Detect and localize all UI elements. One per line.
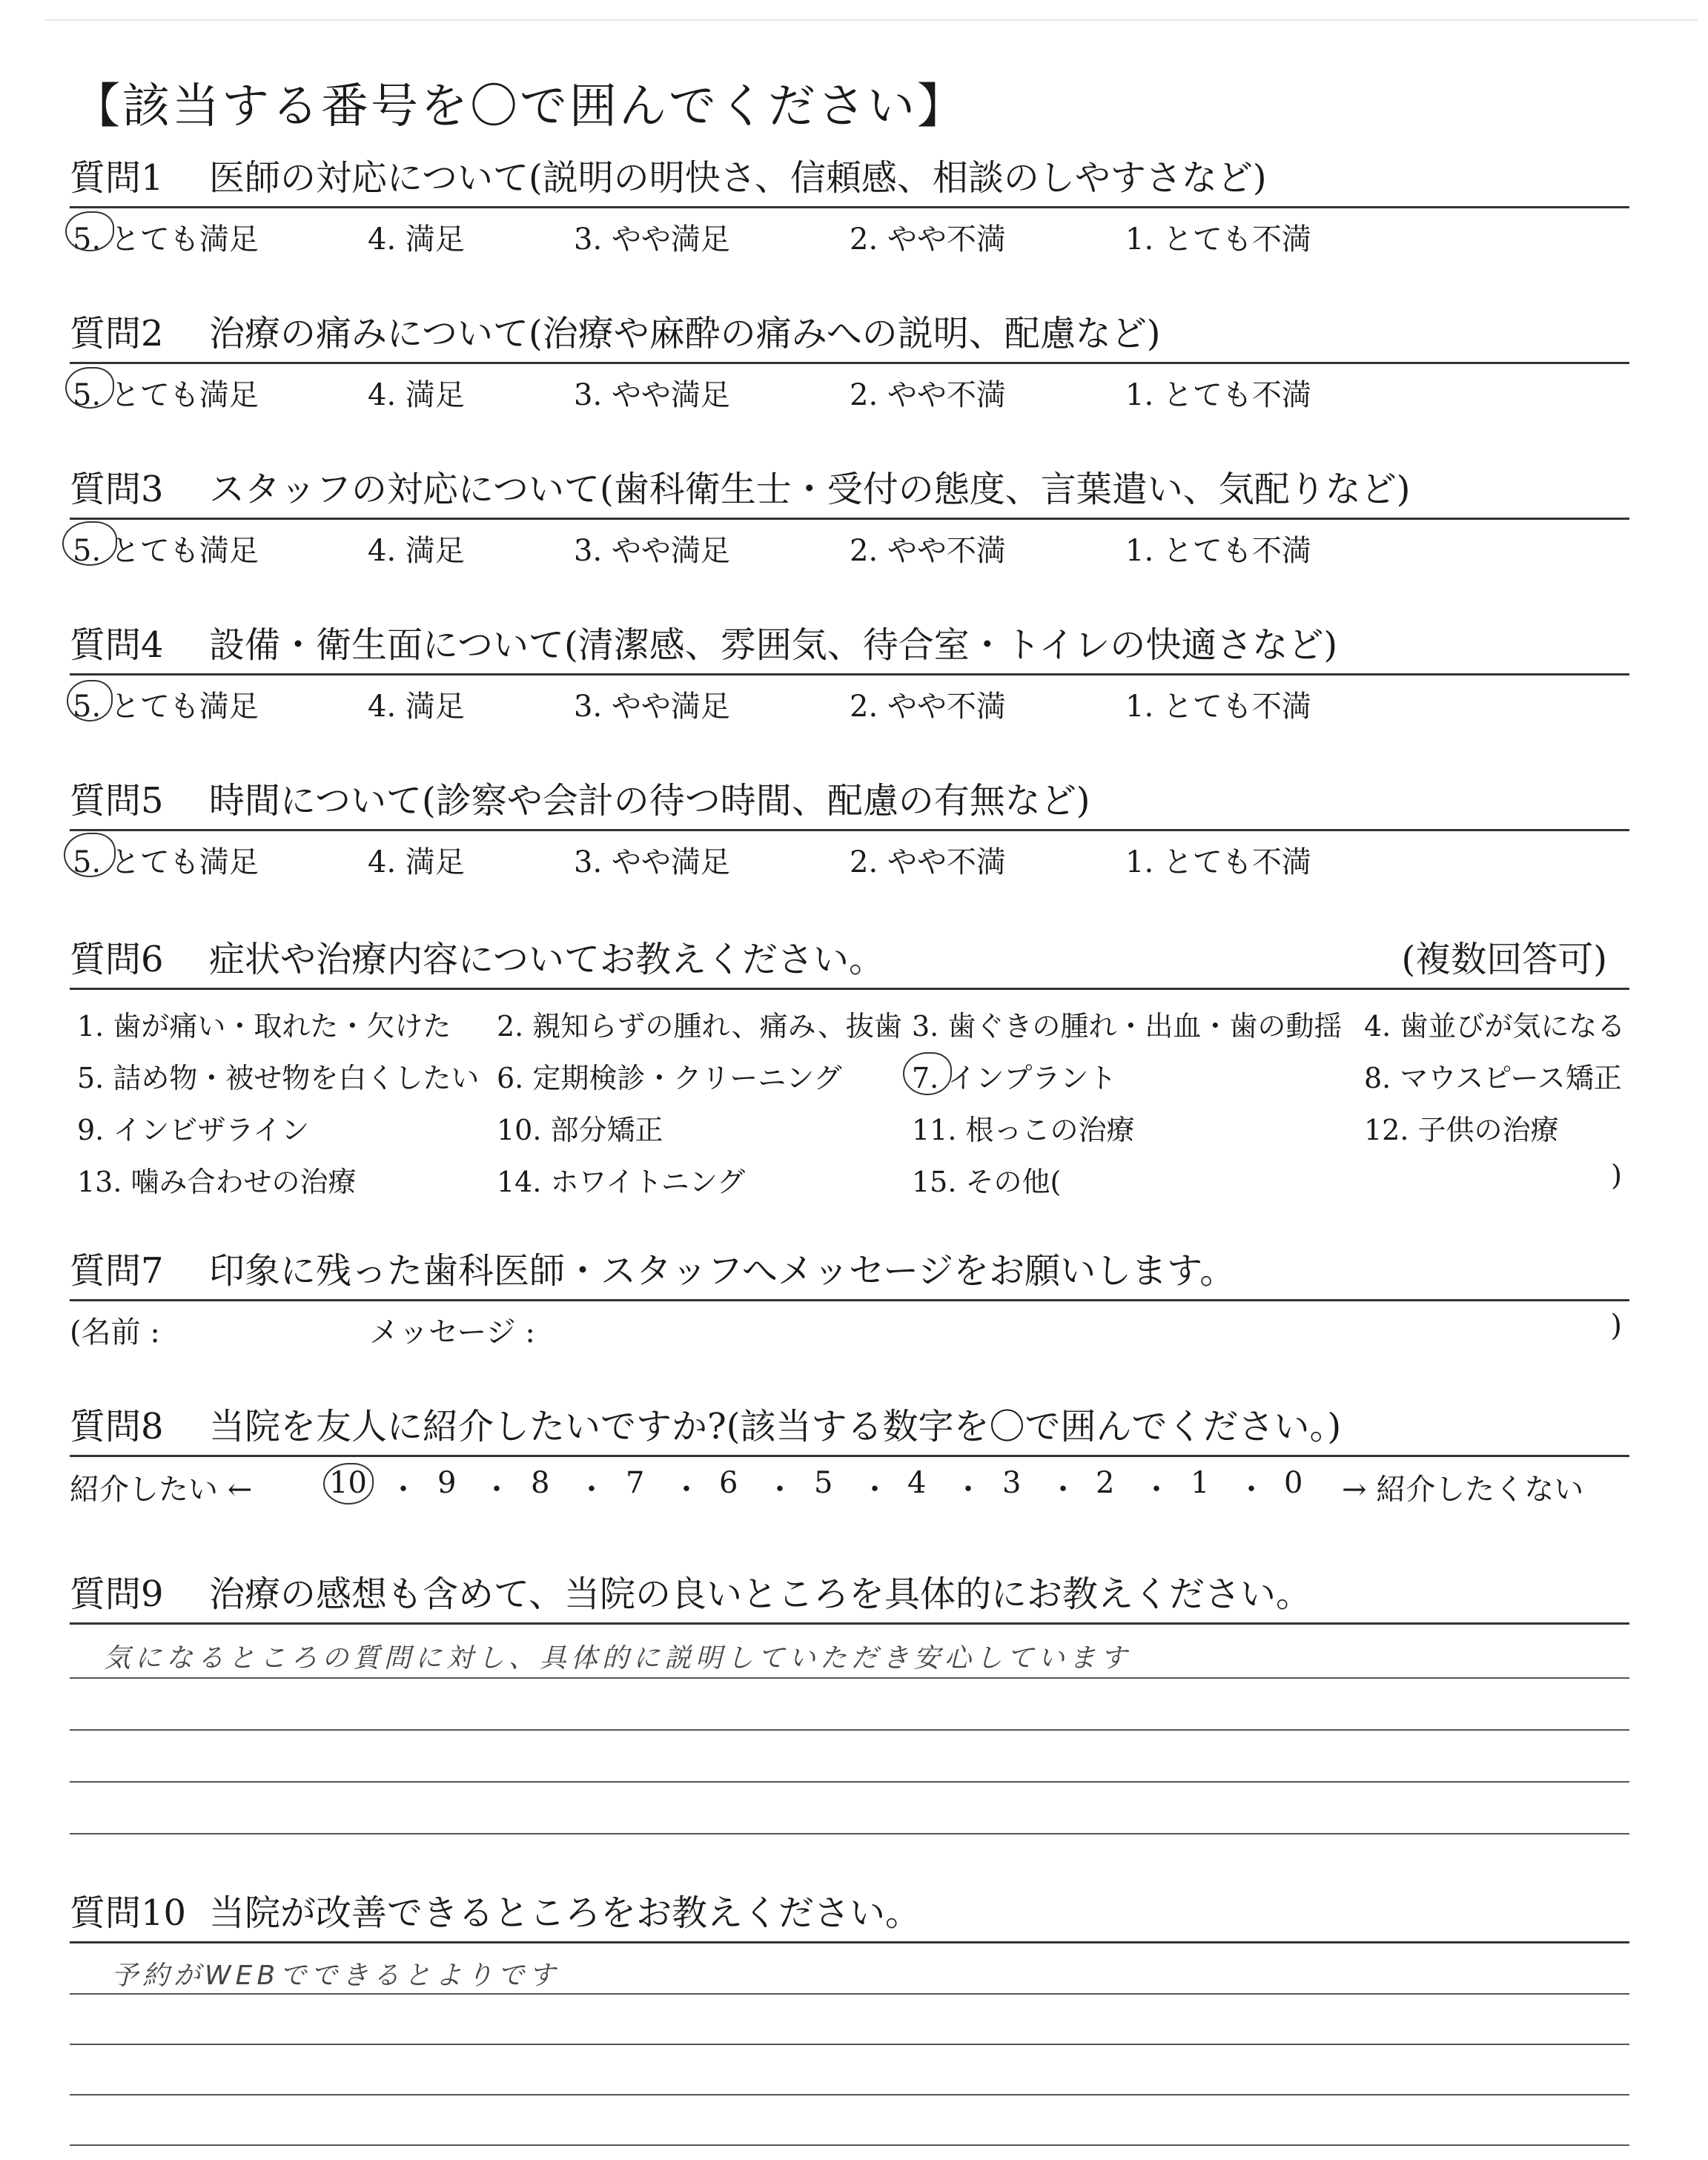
rating-option-1[interactable]: 1. とても不満 — [1125, 378, 1311, 412]
rating-option-3[interactable]: 3. やや満足 — [574, 222, 730, 257]
rating-option-1[interactable]: 1. とても不満 — [1125, 690, 1311, 724]
scale-separator: ・ — [1142, 1473, 1171, 1507]
selection-circle — [323, 1463, 374, 1505]
question-number: 質問7 — [70, 1250, 164, 1292]
rating-options — [70, 364, 1629, 412]
treatment-option-13[interactable]: 13. 噛み合わせの治療 — [77, 1166, 357, 1198]
answer-line — [70, 1833, 1629, 1834]
treatment-option-3[interactable]: 3. 歯ぐきの腫れ・出血・歯の動揺 — [912, 1010, 1343, 1043]
question-text: 時間について(診察や会計の待つ時間、配慮の有無など) — [209, 780, 1090, 822]
multiple-answers-hint: (複数回答可) — [1401, 939, 1607, 980]
question-text: 当院を友人に紹介したいですか?(該当する数字を〇で囲んでください。) — [209, 1406, 1342, 1447]
rating-option-2[interactable]: 2. やや不満 — [850, 378, 1006, 412]
treatment-option-6[interactable]: 6. 定期検診・クリーニング — [497, 1062, 842, 1094]
question-number: 質問8 — [70, 1406, 164, 1447]
rating-option-2[interactable]: 2. やや不満 — [850, 845, 1006, 879]
scale-value-5[interactable]: 5 — [814, 1466, 833, 1500]
message-row — [70, 1301, 1629, 1349]
selection-circle — [65, 367, 114, 409]
scale-value-1[interactable]: 1 — [1191, 1466, 1210, 1500]
question-text: 印象に残った歯科医師・スタッフへメッセージをお願いします。 — [209, 1250, 1236, 1292]
question-6 — [70, 936, 1629, 1205]
rating-option-1[interactable]: 1. とても不満 — [1125, 845, 1311, 879]
message-close-paren: ) — [1610, 1309, 1622, 1343]
question-number: 質問10 — [70, 1892, 187, 1934]
scale-value-4[interactable]: 4 — [907, 1466, 927, 1500]
question-text: 症状や治療内容についてお教えください。 — [209, 939, 885, 980]
treatment-option-11[interactable]: 11. 根っこの治療 — [912, 1114, 1135, 1146]
scale-separator: ・ — [482, 1473, 512, 1507]
scale-value-0[interactable]: 0 — [1284, 1466, 1303, 1500]
scale-value-8[interactable]: 8 — [531, 1466, 550, 1500]
scale-value-3[interactable]: 3 — [1002, 1466, 1022, 1500]
answer-line — [70, 1993, 1629, 1995]
scale-separator: ・ — [765, 1473, 795, 1507]
answer-line — [70, 2094, 1629, 2095]
treatment-option-12[interactable]: 12. 子供の治療 — [1364, 1114, 1559, 1146]
answer-line — [70, 2144, 1629, 2146]
handwritten-answer-q9: 気になるところの質問に対し、具体的に説明していただき安心しています — [104, 1643, 1132, 1674]
message-label: メッセージ : — [369, 1315, 535, 1350]
scan-top-edge — [44, 19, 1698, 21]
question-text: 設備・衛生面について(清潔感、雰囲気、待合室・トイレの快適さなど) — [209, 624, 1338, 666]
rating-option-2[interactable]: 2. やや不満 — [850, 690, 1006, 724]
rating-option-4[interactable]: 4. 満足 — [368, 222, 465, 257]
question-9 — [70, 1571, 1629, 1625]
rating-options — [70, 831, 1629, 879]
question-4 — [70, 621, 1629, 723]
question-5 — [70, 777, 1629, 879]
name-label: (名前 : — [70, 1315, 160, 1350]
scale-value-9[interactable]: 9 — [437, 1466, 457, 1500]
question-number: 質問9 — [70, 1573, 164, 1615]
rating-option-2[interactable]: 2. やや不満 — [850, 534, 1006, 568]
question-text: 治療の痛みについて(治療や麻酔の痛みへの説明、配慮など) — [209, 313, 1161, 354]
rating-option-5[interactable]: 5. とても満足 — [73, 845, 259, 879]
rating-options — [70, 208, 1629, 256]
question-number: 質問6 — [70, 939, 164, 980]
rating-option-5[interactable]: 5. とても満足 — [73, 378, 259, 412]
rating-option-3[interactable]: 3. やや満足 — [574, 690, 730, 724]
scale-right-label: → 紹介したくない — [1342, 1473, 1584, 1507]
selection-circle — [64, 833, 116, 877]
rating-option-4[interactable]: 4. 満足 — [368, 534, 465, 568]
rating-option-5[interactable]: 5. とても満足 — [73, 690, 259, 724]
question-8 — [70, 1403, 1629, 1506]
question-number: 質問1 — [70, 157, 164, 199]
selection-circle — [65, 211, 114, 251]
question-text: 当院が改善できるところをお教えください。 — [209, 1892, 921, 1934]
scale-separator: ・ — [672, 1473, 701, 1507]
treatment-option-1[interactable]: 1. 歯が痛い・取れた・欠けた — [77, 1010, 451, 1043]
scale-value-7[interactable]: 7 — [626, 1466, 645, 1500]
treatment-option-5[interactable]: 5. 詰め物・被せ物を白くしたい — [77, 1062, 480, 1094]
question-2 — [70, 310, 1629, 412]
scale-value-6[interactable]: 6 — [719, 1466, 738, 1500]
rating-options — [70, 520, 1629, 567]
question-text: 治療の感想も含めて、当院の良いところを具体的にお教えください。 — [209, 1573, 1312, 1615]
question-7 — [70, 1247, 1629, 1349]
question-number: 質問5 — [70, 780, 164, 822]
rating-option-4[interactable]: 4. 満足 — [368, 690, 465, 724]
answer-line — [70, 2044, 1629, 2045]
scale-separator: ・ — [577, 1473, 606, 1507]
rating-option-3[interactable]: 3. やや満足 — [574, 845, 730, 879]
question-1 — [70, 154, 1629, 256]
scale-separator: ・ — [860, 1473, 890, 1507]
selection-circle — [903, 1052, 952, 1095]
question-number: 質問3 — [70, 469, 164, 510]
question-text: スタッフの対応について(歯科衛生士・受付の態度、言葉遣い、気配りなど) — [209, 469, 1411, 510]
handwritten-answer-q10: 予約がWEBでできるとよりです — [111, 1961, 560, 1991]
scale-separator: ・ — [953, 1473, 983, 1507]
question-number: 質問2 — [70, 313, 164, 354]
treatment-option-9[interactable]: 9. インビザライン — [77, 1114, 310, 1146]
question-number: 質問4 — [70, 624, 164, 666]
treatment-option-8[interactable]: 8. マウスピース矯正 — [1364, 1062, 1622, 1094]
treatment-option-7[interactable]: 7. インプラント — [912, 1062, 1117, 1094]
treatment-option-10[interactable]: 10. 部分矯正 — [497, 1114, 663, 1146]
form-title: 【該当する番号を〇で囲んでください】 — [73, 79, 967, 134]
rating-option-2[interactable]: 2. やや不満 — [850, 222, 1006, 257]
scale-separator: ・ — [1048, 1473, 1078, 1507]
rating-option-3[interactable]: 3. やや満足 — [574, 378, 730, 412]
scale-separator: ・ — [388, 1473, 418, 1507]
recommend-scale — [70, 1457, 1629, 1506]
answer-line — [70, 1781, 1629, 1783]
treatment-option-2[interactable]: 2. 親知らずの腫れ、痛み、抜歯 — [497, 1010, 902, 1043]
selection-circle — [67, 680, 113, 721]
rating-option-4[interactable]: 4. 満足 — [368, 378, 465, 412]
rating-option-5[interactable]: 5. とても満足 — [73, 222, 259, 257]
rating-option-5[interactable]: 5. とても満足 — [73, 534, 259, 568]
selection-circle — [62, 521, 117, 566]
rating-option-4[interactable]: 4. 満足 — [368, 845, 465, 879]
question-text: 医師の対応について(説明の明快さ、信頼感、相談のしやすさなど) — [209, 157, 1267, 199]
other-close-paren: ) — [1611, 1159, 1622, 1192]
answer-line — [70, 1677, 1629, 1679]
rating-option-1[interactable]: 1. とても不満 — [1125, 534, 1311, 568]
treatment-option-14[interactable]: 14. ホワイトニング — [497, 1166, 746, 1198]
treatment-option-4[interactable]: 4. 歯並びが気になる — [1364, 1010, 1626, 1043]
question-10 — [70, 1889, 1629, 1943]
rating-options — [70, 676, 1629, 723]
question-3 — [70, 466, 1629, 567]
treatment-options — [70, 990, 1629, 1205]
scale-left-label: 紹介したい ← — [70, 1473, 253, 1507]
treatment-option-15[interactable]: 15. その他( — [912, 1166, 1062, 1198]
rating-option-3[interactable]: 3. やや満足 — [574, 534, 730, 568]
rating-option-1[interactable]: 1. とても不満 — [1125, 222, 1311, 257]
answer-line — [70, 1729, 1629, 1731]
scale-value-2[interactable]: 2 — [1096, 1466, 1115, 1500]
scale-value-10[interactable]: 10 — [329, 1466, 367, 1500]
scale-separator: ・ — [1237, 1473, 1266, 1507]
